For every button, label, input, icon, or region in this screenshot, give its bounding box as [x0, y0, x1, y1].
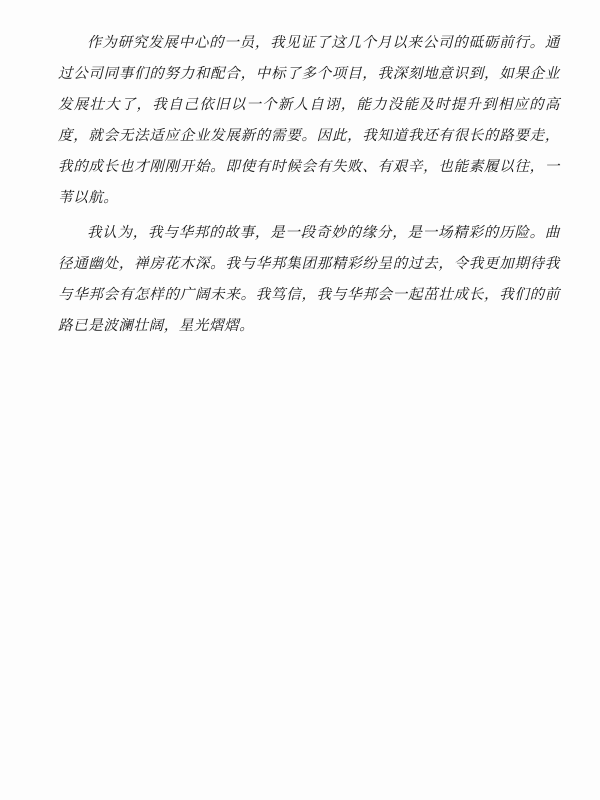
paragraph-2: 我认为，我与华邦的故事，是一段奇妙的缘分，是一场精彩的历险。曲径通幽处，禅房花木深。我与华邦集团那精彩纷呈的过去，令我更加期待我与华邦会有怎样的广阔未来。我笃信，我与华邦会一起茁壮成长，我们的前路已是波澜壮阔，星光熠熠。	[58, 225, 560, 334]
document-body	[58, 28, 560, 342]
paragraph-1: 作为研究发展中心的一员，我见证了这几个月以来公司的砥砺前行。通过公司同事们的努力和配合，中标了多个项目，我深刻地意识到，如果企业发展壮大了，我自己依旧以一个新人自诩，能力没能及时提升到相应的高度，就会无法适应企业发展新的需要。因此，我知道我还有很长的路要走，我的成长也才刚刚开始。即使有时候会有失败、有艰辛，也能素履以往，一苇以航。	[58, 35, 560, 206]
